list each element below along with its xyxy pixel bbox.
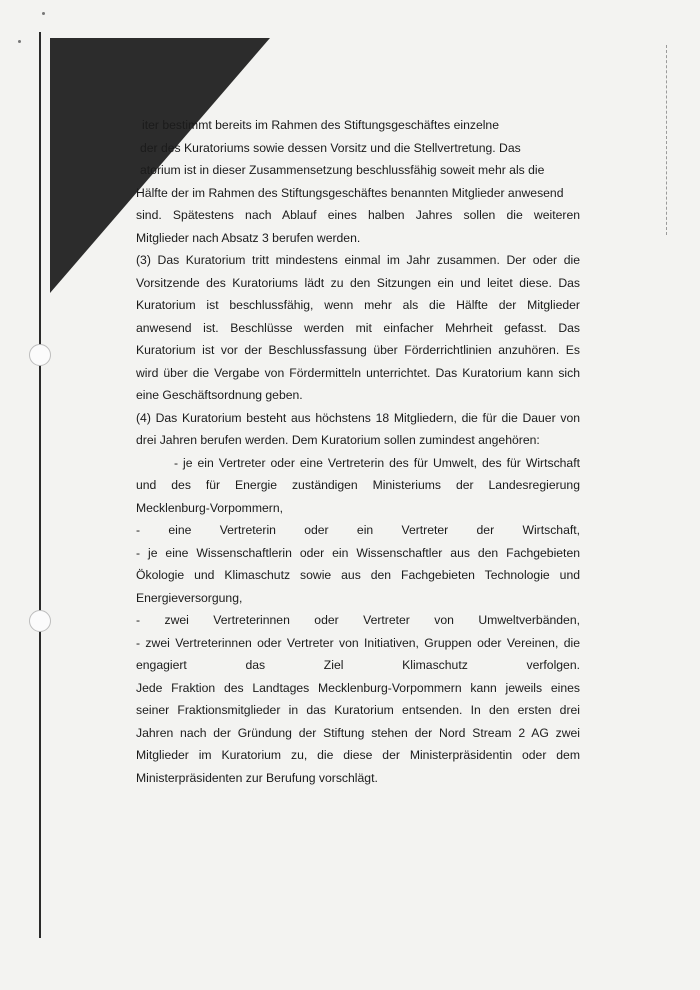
list-item: - zwei Vertreterinnen oder Vertreter von Initiativen, Gruppen oder Vereinen, die xyxy=(136,635,580,650)
text-line: und des für Energie zuständigen Ministeriums der Landesregierung xyxy=(136,478,580,492)
text-line: Mecklenburg-Vorpommern, xyxy=(136,500,283,515)
text-line: eine Geschäftsordnung geben. xyxy=(136,388,303,402)
text-line: Mitglieder im Kuratorium zu, die diese der Ministerpräsidentin oder dem xyxy=(136,748,580,762)
list-item: - eine Vertreterin oder ein Vertreter der Wirtschaft, xyxy=(136,523,580,537)
document-body xyxy=(136,114,580,789)
binding-line xyxy=(39,32,41,938)
text-line: Ministerpräsidenten zur Berufung vorschlägt. xyxy=(136,770,378,785)
text-line: anwesend ist. Beschlüsse werden mit einfacher Mehrheit gefasst. Das xyxy=(136,320,580,335)
text-line: Energieversorgung, xyxy=(136,590,243,605)
list-item: - je eine Wissenschaftlerin oder ein Wissenschaftler aus den Fachgebieten xyxy=(136,545,580,560)
text-line: Vorsitzende des Kuratoriums lädt zu den Sitzungen ein und leitet diese. Das xyxy=(136,275,580,290)
text-line: iter bestimmt bereits im Rahmen des Stiftungsgeschäftes einzelne xyxy=(142,118,499,132)
text-line: Ökologie und Klimaschutz sowie aus den Fachgebieten Technologie und xyxy=(136,568,580,582)
text-line: (4) Das Kuratorium besteht aus höchstens 18 Mitgliedern, die für die Dauer von xyxy=(136,410,580,425)
list-item: - je ein Vertreter oder eine Vertreterin des für Umwelt, des für Wirtschaft xyxy=(174,455,580,470)
scan-speck xyxy=(18,40,21,43)
text-line: seiner Fraktionsmitglieder in das Kuratorium entsenden. In den ersten drei xyxy=(136,703,580,717)
text-line: Mitglieder nach Absatz 3 berufen werden. xyxy=(136,230,361,245)
text-line: Kuratorium ist vor der Beschlussfassung über Förderrichtlinien anzuhören. Es xyxy=(136,343,580,357)
text-line: sind. Spätestens nach Ablauf eines halben Jahres sollen die weiteren xyxy=(136,208,580,222)
text-line: der des Kuratoriums sowie dessen Vorsitz und die Stellvertretung. Das xyxy=(140,140,521,155)
text-line: wird über die Vergabe von Fördermitteln unterrichtet. Das Kuratorium kann sich xyxy=(136,365,580,380)
text-line: (3) Das Kuratorium tritt mindestens einmal im Jahr zusammen. Der oder die xyxy=(136,253,580,267)
punch-hole-top xyxy=(29,344,51,366)
text-line: Hälfte der im Rahmen des Stiftungsgeschäftes benannten Mitglieder anwesend xyxy=(136,185,564,200)
text-line: engagiert das Ziel Klimaschutz verfolgen. xyxy=(136,658,580,672)
text-line: drei Jahren berufen werden. Dem Kuratorium sollen zumindest angehören: xyxy=(136,433,540,447)
text-line: atorium ist in dieser Zusammensetzung beschlussfähig soweit mehr als die xyxy=(140,163,545,177)
text-line: Jede Fraktion des Landtages Mecklenburg-Vorpommern kann jeweils eines xyxy=(136,680,580,695)
scan-speck xyxy=(42,12,45,15)
punch-hole-bottom xyxy=(29,610,51,632)
margin-scan-mark xyxy=(666,45,668,235)
text-line: Jahren nach der Gründung der Stiftung stehen der Nord Stream 2 AG zwei xyxy=(136,725,580,740)
list-item: - zwei Vertreterinnen oder Vertreter von Umweltverbänden, xyxy=(136,613,580,627)
text-line: Kuratorium ist beschlussfähig, wenn mehr als die Hälfte der Mitglieder xyxy=(136,298,580,312)
